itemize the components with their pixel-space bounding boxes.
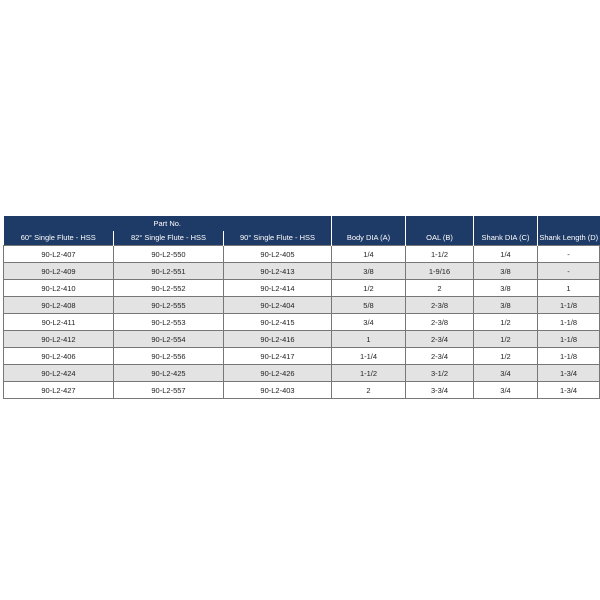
cell-shank-dia: 3/8	[474, 297, 538, 314]
cell-oal: 2-3/8	[406, 314, 474, 331]
cell-shank-length: 1-1/8	[538, 331, 600, 348]
table-row	[4, 246, 600, 263]
cell-oal: 1-1/2	[406, 246, 474, 263]
cell-shank-length: 1-1/8	[538, 297, 600, 314]
cell-shank-length: -	[538, 263, 600, 280]
cell-part-no-60: 90-L2-412	[4, 331, 114, 348]
cell-part-no-90: 90-L2-426	[224, 365, 332, 382]
table-row	[4, 348, 600, 365]
cell-part-no-90: 90-L2-403	[224, 382, 332, 399]
cell-part-no-82: 90-L2-551	[114, 263, 224, 280]
col-header-shank-dia: Shank DIA (C)	[474, 216, 538, 246]
spec-table	[3, 216, 600, 399]
cell-body-dia: 1	[332, 331, 406, 348]
cell-shank-length: 1	[538, 280, 600, 297]
col-header-oal: OAL (B)	[406, 216, 474, 246]
cell-part-no-82: 90-L2-552	[114, 280, 224, 297]
table-header	[4, 216, 600, 246]
table-row	[4, 280, 600, 297]
cell-body-dia: 1-1/2	[332, 365, 406, 382]
cell-part-no-60: 90-L2-424	[4, 365, 114, 382]
cell-part-no-82: 90-L2-553	[114, 314, 224, 331]
table-body	[4, 246, 600, 399]
cell-part-no-90: 90-L2-414	[224, 280, 332, 297]
cell-oal: 2-3/8	[406, 297, 474, 314]
cell-part-no-90: 90-L2-416	[224, 331, 332, 348]
table-row	[4, 314, 600, 331]
cell-part-no-82: 90-L2-557	[114, 382, 224, 399]
cell-shank-dia: 1/2	[474, 314, 538, 331]
cell-part-no-90: 90-L2-417	[224, 348, 332, 365]
cell-body-dia: 1/2	[332, 280, 406, 297]
cell-body-dia: 2	[332, 382, 406, 399]
cell-part-no-82: 90-L2-554	[114, 331, 224, 348]
cell-part-no-90: 90-L2-405	[224, 246, 332, 263]
cell-part-no-82: 90-L2-550	[114, 246, 224, 263]
cell-part-no-90: 90-L2-415	[224, 314, 332, 331]
table-row	[4, 263, 600, 280]
cell-part-no-60: 90-L2-407	[4, 246, 114, 263]
cell-body-dia: 1-1/4	[332, 348, 406, 365]
cell-shank-dia: 1/2	[474, 348, 538, 365]
cell-part-no-90: 90-L2-413	[224, 263, 332, 280]
cell-part-no-60: 90-L2-408	[4, 297, 114, 314]
cell-part-no-82: 90-L2-425	[114, 365, 224, 382]
cell-shank-dia: 3/4	[474, 365, 538, 382]
table-row	[4, 297, 600, 314]
cell-body-dia: 3/4	[332, 314, 406, 331]
table-row	[4, 365, 600, 382]
cell-oal: 3-3/4	[406, 382, 474, 399]
cell-shank-length: 1-1/8	[538, 314, 600, 331]
col-header-body-dia: Body DIA (A)	[332, 216, 406, 246]
cell-part-no-60: 90-L2-427	[4, 382, 114, 399]
cell-shank-dia: 1/4	[474, 246, 538, 263]
cell-body-dia: 3/8	[332, 263, 406, 280]
cell-oal: 2	[406, 280, 474, 297]
cell-oal: 3-1/2	[406, 365, 474, 382]
cell-oal: 1-9/16	[406, 263, 474, 280]
col-header-82-single-flute: 82° Single Flute - HSS	[114, 231, 224, 246]
cell-part-no-60: 90-L2-410	[4, 280, 114, 297]
table-row	[4, 331, 600, 348]
cell-shank-dia: 3/4	[474, 382, 538, 399]
col-header-shank-length: Shank Length (D)	[538, 216, 600, 246]
cell-shank-dia: 3/8	[474, 263, 538, 280]
table-row	[4, 382, 600, 399]
cell-body-dia: 1/4	[332, 246, 406, 263]
cell-part-no-90: 90-L2-404	[224, 297, 332, 314]
cell-part-no-82: 90-L2-555	[114, 297, 224, 314]
col-header-60-single-flute: 60° Single Flute - HSS	[4, 231, 114, 246]
cell-body-dia: 5/8	[332, 297, 406, 314]
spec-table-container	[3, 216, 599, 399]
cell-part-no-60: 90-L2-411	[4, 314, 114, 331]
cell-shank-dia: 1/2	[474, 331, 538, 348]
cell-shank-dia: 3/8	[474, 280, 538, 297]
cell-part-no-60: 90-L2-406	[4, 348, 114, 365]
cell-part-no-82: 90-L2-556	[114, 348, 224, 365]
col-header-90-single-flute: 90° Single Flute - HSS	[224, 231, 332, 246]
cell-shank-length: 1-3/4	[538, 365, 600, 382]
cell-part-no-60: 90-L2-409	[4, 263, 114, 280]
cell-oal: 2-3/4	[406, 331, 474, 348]
cell-shank-length: 1-3/4	[538, 382, 600, 399]
part-no-group-header: Part No.	[4, 216, 332, 231]
cell-oal: 2-3/4	[406, 348, 474, 365]
cell-shank-length: 1-1/8	[538, 348, 600, 365]
cell-shank-length: -	[538, 246, 600, 263]
